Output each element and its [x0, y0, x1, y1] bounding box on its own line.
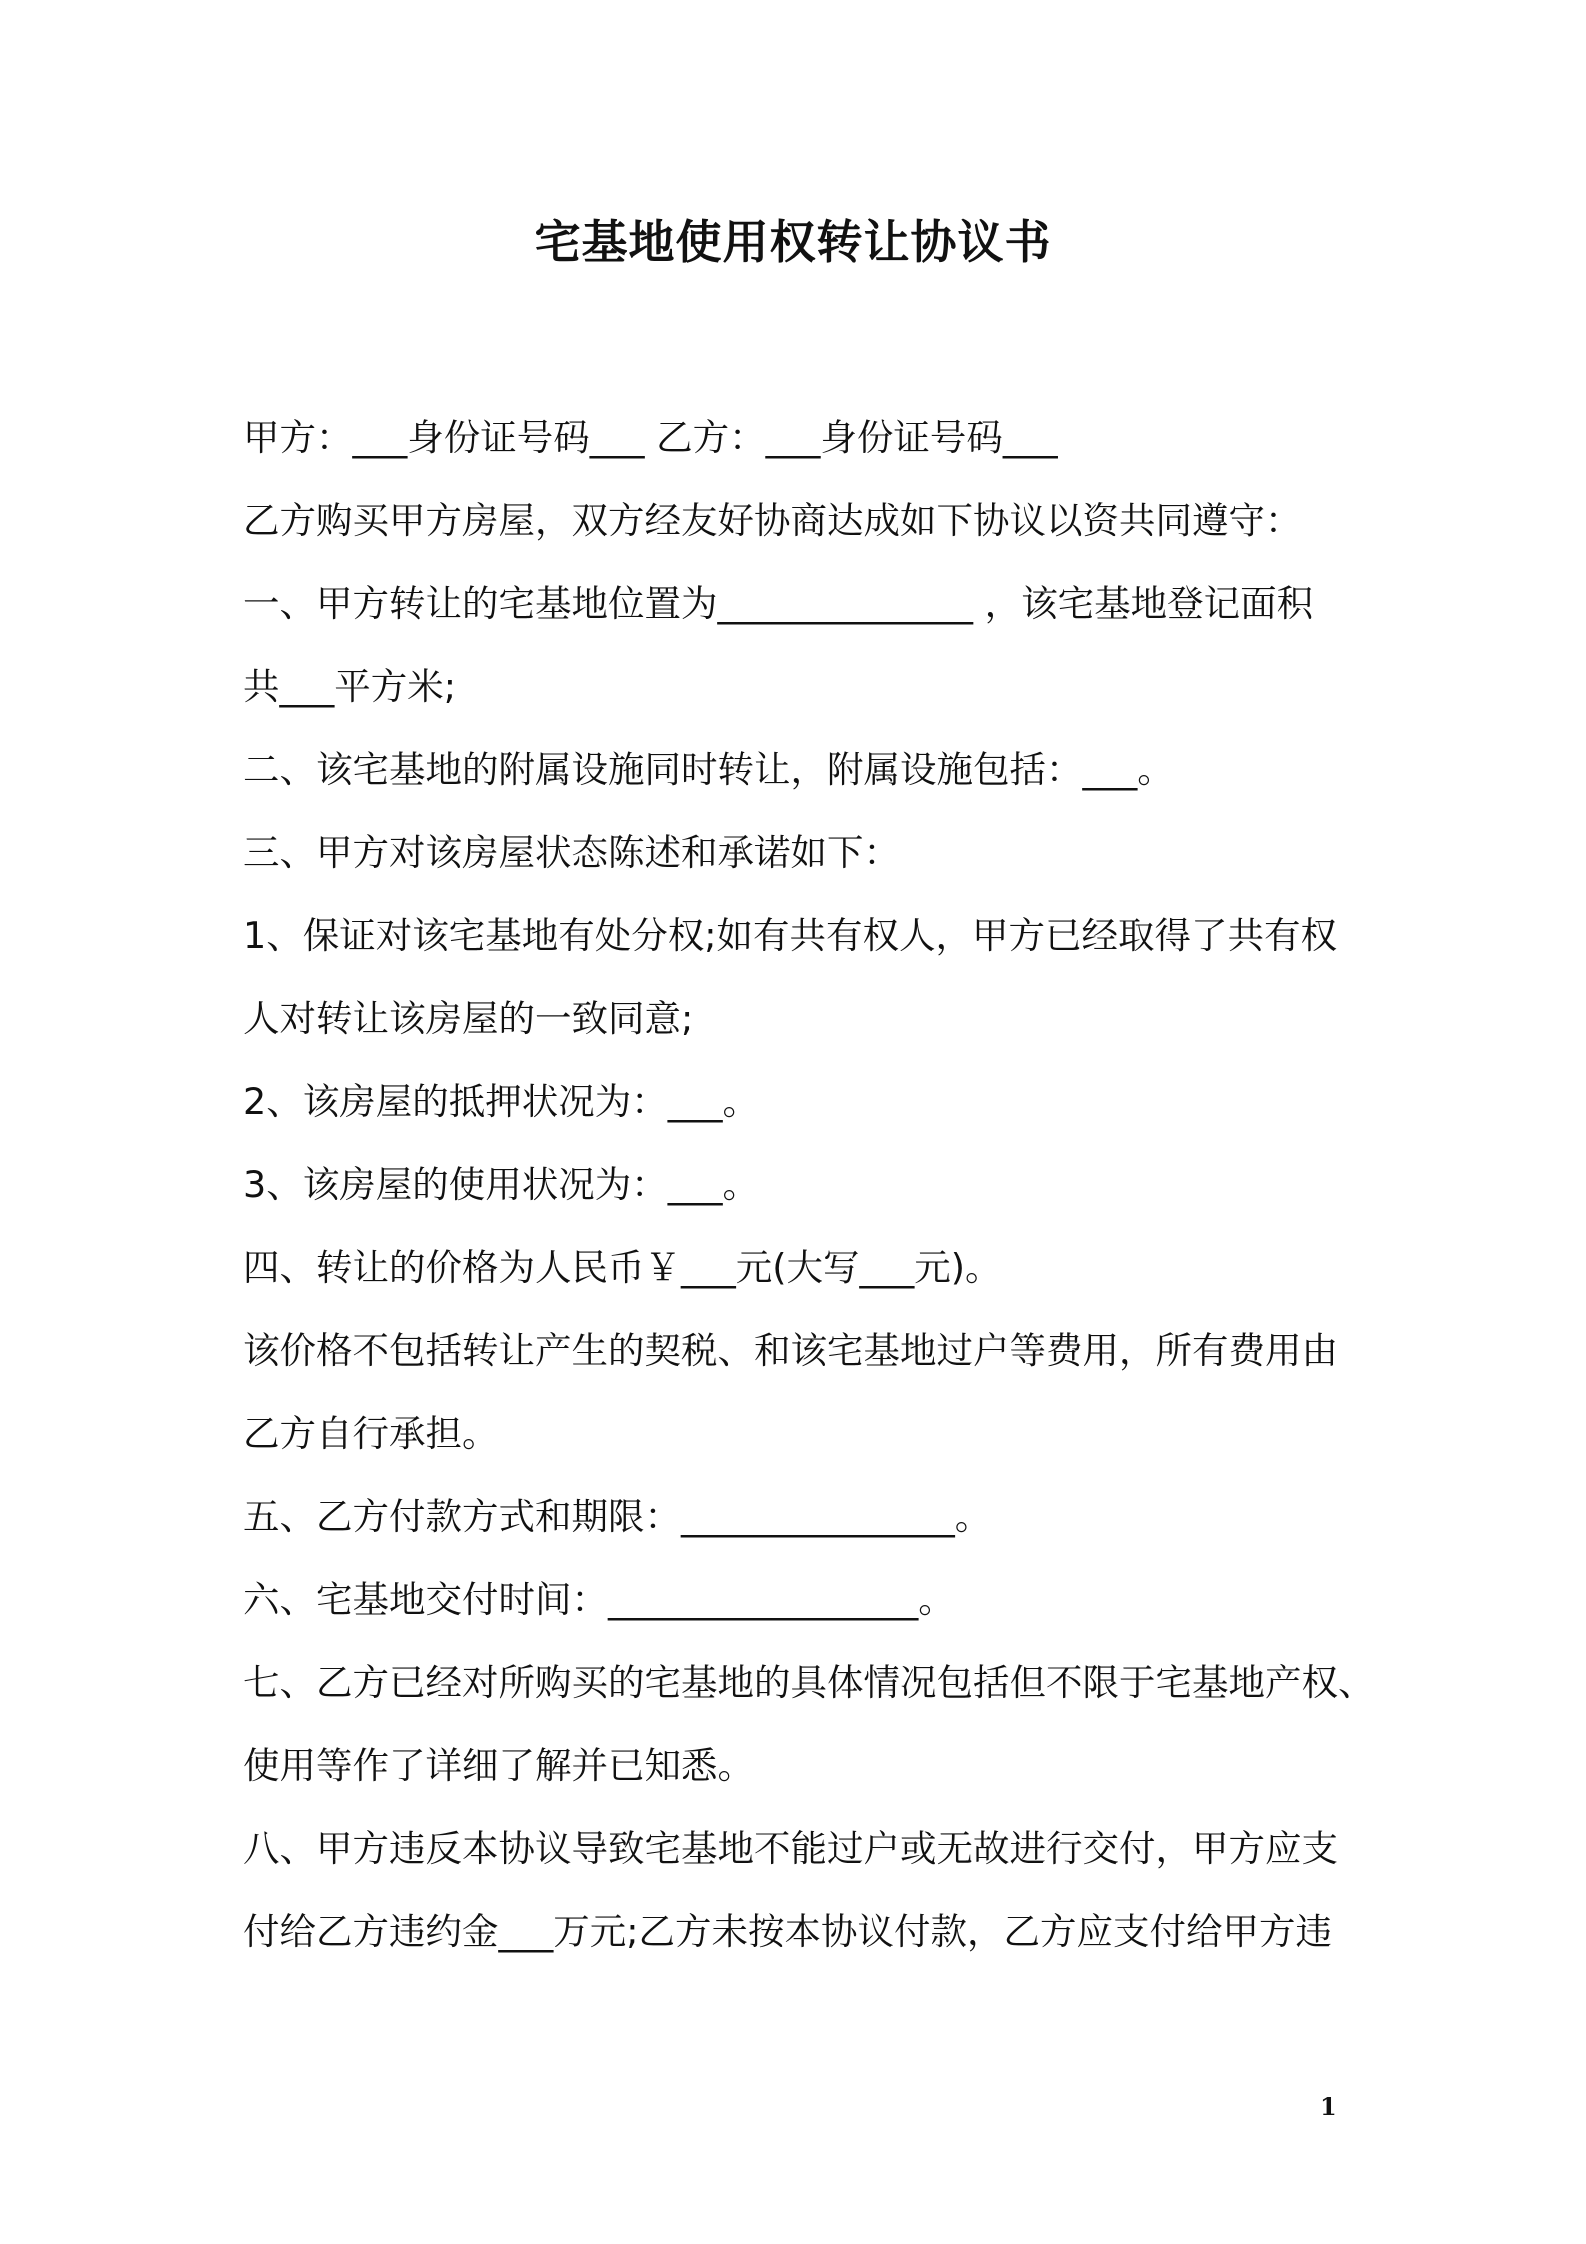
clause-8-continuation: 付给乙方违约金___万元;乙方未按本协议付款，乙方应支付给甲方违: [243, 1910, 1333, 1953]
clause-4-note-continuation: 乙方自行承担。: [243, 1412, 499, 1455]
clause-7-continuation: 使用等作了详细了解并已知悉。: [243, 1744, 754, 1787]
clause-7-line: 七、乙方已经对所购买的宅基地的具体情况包括但不限于宅基地产权、: [243, 1661, 1375, 1704]
clause-1-continuation: 共___平方米;: [243, 665, 457, 708]
intro-line: 乙方购买甲方房屋，双方经友好协商达成如下协议以资共同遵守：: [243, 499, 1302, 542]
clause-3-item-3: 3、该房屋的使用状况为：___。: [243, 1163, 759, 1206]
clause-3-item-2: 2、该房屋的抵押状况为：___。: [243, 1080, 759, 1123]
clause-6-line: 六、宅基地交付时间：_________________。: [243, 1578, 955, 1621]
clause-8-line: 八、甲方违反本协议导致宅基地不能过户或无故进行交付，甲方应支: [243, 1827, 1338, 1870]
clause-1-line: 一、甲方转让的宅基地位置为______________ ，该宅基地登记面积: [243, 582, 1314, 625]
clause-3-line: 三、甲方对该房屋状态陈述和承诺如下：: [243, 831, 900, 874]
document-body: [243, 408, 1375, 1985]
clause-3-item-1-continuation: 人对转让该房屋的一致同意;: [243, 997, 694, 1040]
clause-2-line: 二、该宅基地的附属设施同时转让，附属设施包括：___。: [243, 748, 1174, 791]
page-number: 1: [1320, 2092, 1337, 2121]
party-info-line: 甲方：___身份证号码___ 乙方：___身份证号码___: [243, 416, 1058, 459]
clause-4-line: 四、转让的价格为人民币￥___元(大写___元)。: [243, 1246, 1002, 1289]
clause-5-line: 五、乙方付款方式和期限：_______________。: [243, 1495, 992, 1538]
clause-4-note: 该价格不包括转让产生的契税、和该宅基地过户等费用，所有费用由: [243, 1329, 1338, 1372]
clause-3-item-1: 1、保证对该宅基地有处分权;如有共有权人，甲方已经取得了共有权: [243, 914, 1338, 957]
document-title: 宅基地使用权转让协议书: [534, 215, 1052, 269]
